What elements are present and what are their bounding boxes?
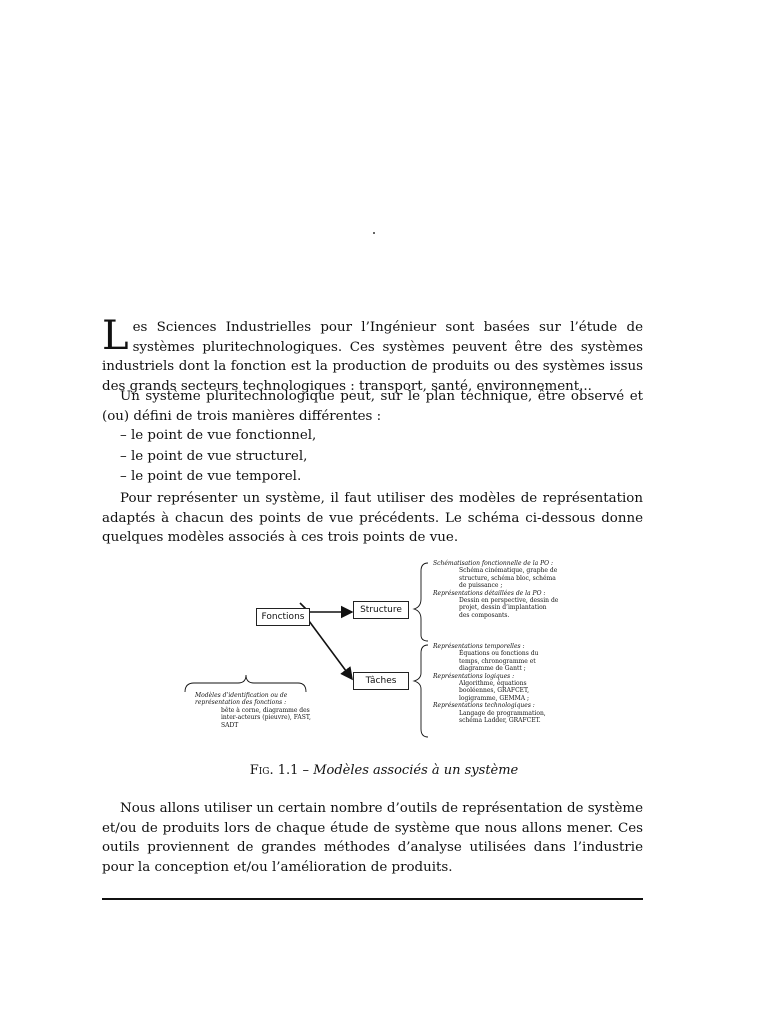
taches-notes: Représentations temporelles : Équations ou fonctions du temps, chronogramme et diagramme de Gantt ; Représentations logiques : Algorithme, équations booléennes, GRAFCET, logigramme, GEMMA ; Représentations technologiques : Langage de programmation, schéma Ladder, GRAFCET. xyxy=(433,643,546,725)
brace-taches xyxy=(414,645,428,737)
list-item: – le point de vue structurel, xyxy=(120,448,308,464)
paragraph-models: Pour représenter un système, il faut utiliser des modèles de représentation adaptés à chacun des points de vue précédents. Le schéma ci-dessous donne quelques modèles associés à ces trois points de vue. xyxy=(102,491,643,545)
intro-paragraph xyxy=(102,313,643,396)
viewpoint-list xyxy=(120,426,316,488)
fonctions-box: Fonctions xyxy=(256,608,310,626)
fonctions-notes: Modèles d’identification ou de représentation des fonctions : bête à corne, diagramme des inter-acteurs (pieuvre), FAST, SADT xyxy=(195,692,311,729)
paragraph-viewpoints: Un système pluritechnologique peut, sur le plan technique, être observé et (ou) défini de trois manières différentes : xyxy=(102,389,643,424)
models-diagram xyxy=(180,555,580,750)
list-item: – le point de vue fonctionnel, xyxy=(120,428,317,443)
figure-caption xyxy=(0,763,768,778)
intro-text: es Sciences Industrielles pour l’Ingénieur sont basées sur l’étude de systèmes pluritechnologiques. Ces systèmes peuvent être des systèmes industriels dont la fonction est la production de produits ou des systèmes issus des grands secteurs technologiques : transport, santé, environnement... xyxy=(102,320,643,394)
figure-label: Fig. 1.1 – xyxy=(249,763,310,778)
footer-rule xyxy=(102,898,643,900)
figure-title: Modèles associés à un système xyxy=(313,763,519,778)
taches-box: Tâches xyxy=(353,672,409,690)
drop-cap: L xyxy=(102,313,129,359)
stray-dot xyxy=(373,232,375,234)
structure-notes: Schématisation fonctionnelle de la PO : Schéma cinématique, graphe de structure, schéma bloc, schéma de puissance ; Représentations détaillées de la PO : Dessin en perspective, dessin de projet, dessin d’implantation des composants. xyxy=(433,560,559,619)
brace-structure xyxy=(414,563,428,641)
arrow-to-taches xyxy=(309,621,352,679)
structure-box: Structure xyxy=(353,601,409,619)
paragraph-tools: Nous allons utiliser un certain nombre d’outils de représentation de système et/ou de produits lors de chaque étude de système que nous allons mener. Ces outils proviennent de grandes méthodes d’analyse utilisées dans l’industrie pour la conception et/ou l’amélioration de produits. xyxy=(102,801,643,875)
brace-fonctions xyxy=(185,675,306,692)
list-item: – le point de vue temporel. xyxy=(120,469,302,484)
